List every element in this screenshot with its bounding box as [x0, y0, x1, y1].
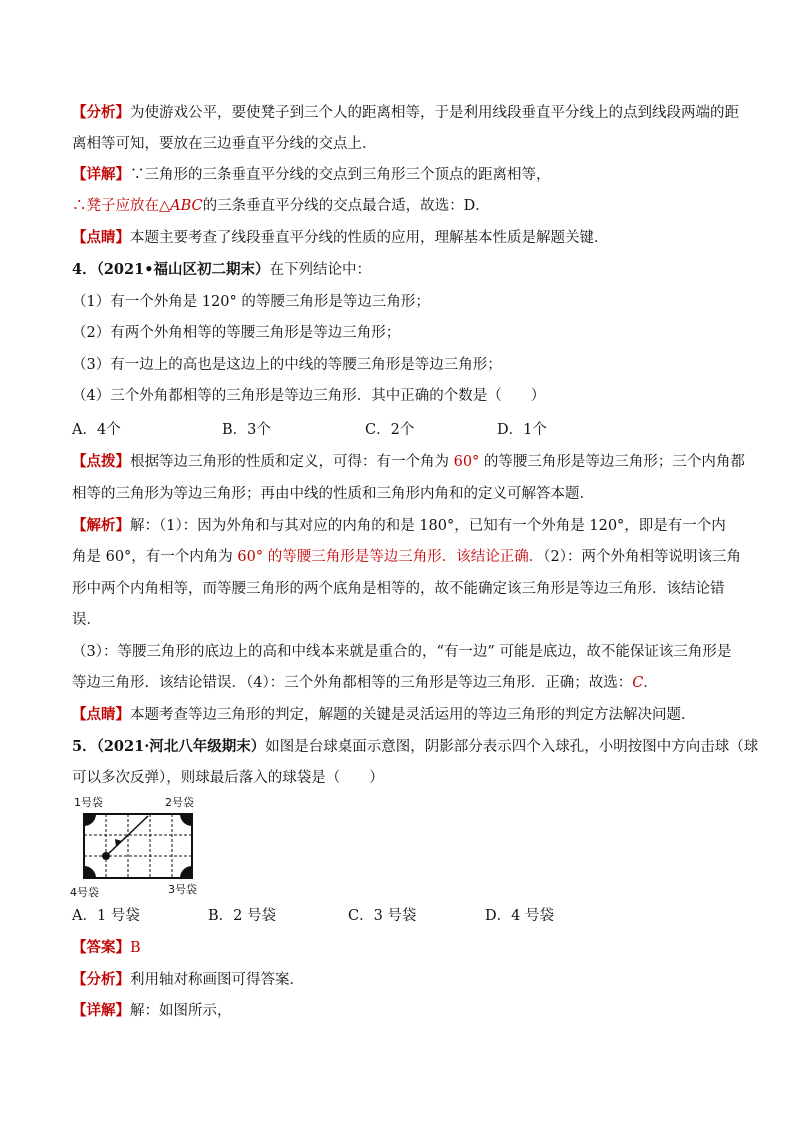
q4-sol-line-2: [72, 547, 741, 567]
q4-tip-text-1c: 的等腰三角形是等边三角形；三个内角都: [483, 454, 745, 470]
q5-detail-text: 解：如图所示，: [130, 1003, 232, 1019]
q4-note-line: [72, 705, 732, 725]
q5-head-line: [72, 737, 759, 757]
note-line-1: [72, 228, 732, 248]
triangle-abc: ABC: [170, 198, 203, 214]
note-tag: 【点睛】: [72, 229, 130, 246]
q5-stem-line-2: 可以多次反弹），则球最后落入的球袋是（ ）: [72, 770, 384, 786]
q4-sol-text-2b: 60° 的等腰三角形是等边三角形．该结论正确．: [237, 549, 544, 565]
detail-text-2c: 的三条垂直平分线的交点最合适，故选：D．: [202, 198, 490, 214]
analysis-line-2: [72, 134, 732, 154]
q4-clause-2: （2）有两个外角相等的等腰三角形是等边三角形；: [72, 325, 401, 341]
q5-option-b: B．2 号袋: [208, 908, 276, 924]
q4-head-line: [72, 260, 732, 280]
pocket-2-label: 2号袋: [165, 796, 194, 809]
q5-option-d: D．4 号袋: [485, 908, 554, 924]
q4-note-tag: 【点睛】: [72, 706, 130, 723]
q4-sol-line-3: 形中两个内角相等，而等腰三角形的两个底角是相等的，故不能确定该三角形是等边三角形．该结论错: [72, 581, 725, 597]
q5-answer: B: [130, 940, 141, 956]
q5-option-c: C．3 号袋: [348, 908, 417, 924]
analysis-text-2: 离相等可知，要放在三边垂直平分线的交点上．: [72, 136, 377, 152]
q4-tip-text-1a: 根据等边三角形的性质和定义，可得：有一个角为: [130, 454, 449, 470]
table-border: [84, 814, 192, 878]
q4-note-text: 本题考查等边三角形的判定，解题的关键是灵活运用的等边三角形的判定方法解决问题．: [130, 707, 696, 723]
q4-tip-line-1: [72, 452, 745, 472]
pocket-4-label: 4号袋: [70, 886, 99, 899]
q5-stem-1: 如图是台球桌面示意图，阴影部分表示四个入球孔，小明按图中方向击球（球: [265, 739, 759, 755]
q4-sol-tag: 【解析】: [72, 517, 130, 534]
q4-tip-text-1b: 60°: [449, 454, 484, 470]
pocket-3-label: 3号袋: [168, 883, 197, 896]
detail-text-2a: ∴凳子应放在△: [72, 198, 171, 214]
q5-detail-tag: 【详解】: [72, 1002, 130, 1019]
q4-option-a: A．4个: [72, 422, 121, 438]
detail-text-1: ∵三角形的三条垂直平分线的交点到三角形三个顶点的距离相等，: [130, 167, 551, 183]
q4-head: 4．（2021•福山区初二期末）: [72, 261, 270, 278]
q4-stem: 在下列结论中：: [269, 262, 371, 278]
q5-analysis-text: 利用轴对称画图可得答案．: [130, 972, 304, 988]
note-text-1: 本题主要考查了线段垂直平分线的性质的应用，理解基本性质是解题关键．: [130, 230, 609, 246]
q4-sol-text-2c: （2）：两个外角相等说明该三角: [543, 549, 741, 565]
cue-ball: [102, 852, 110, 860]
q4-sol-text-6c: ．: [643, 675, 658, 691]
q4-sol-text-1: 解：（1）：因为外角和与其对应的内角的和是 180°，已知有一个外角是 120°，即是有一个内: [130, 518, 726, 534]
q4-tip-line-2: 相等的三角形为等边三角形；再由中线的性质和三角形内角和的定义可解答本题．: [72, 486, 594, 502]
pocket-1-label: 1号袋: [74, 796, 103, 809]
detail-tag: 【详解】: [72, 166, 130, 183]
q4-sol-line-4: 误．: [72, 612, 101, 628]
q5-answer-tag: 【答案】: [72, 939, 130, 956]
q5-analysis-tag: 【分析】: [72, 971, 130, 988]
q4-sol-line-5: （3）：等腰三角形的底边上的高和中线本来就是重合的，“有一边” 可能是底边，故不能保证该三角形是: [72, 644, 732, 660]
q4-sol-line-1: [72, 516, 732, 536]
q4-sol-line-6: [72, 673, 732, 693]
q4-clause-1: （1）有一个外角是 120° 的等腰三角形是等边三角形；: [72, 294, 430, 310]
q4-clause-3: （3）有一边上的高也是这边上的中线的等腰三角形是等边三角形；: [72, 357, 502, 373]
analysis-line-1: [72, 103, 739, 123]
billiard-table-figure: [62, 792, 222, 902]
q4-option-b: B．3个: [222, 422, 271, 438]
q5-option-a: A．1 号袋: [72, 908, 140, 924]
detail-line-1: [72, 165, 732, 185]
analysis-text-1: 为使游戏公平，要使凳子到三个人的距离相等，于是利用线段垂直平分线上的点到线段两端的距: [130, 105, 739, 121]
analysis-tag: 【分析】: [72, 104, 130, 121]
q4-option-c: C．2个: [365, 422, 415, 438]
q5-detail-line: [72, 1001, 732, 1021]
detail-line-2: [72, 196, 732, 216]
q4-sol-text-2a: 角是 60°，有一个内角为: [72, 549, 238, 565]
q4-option-d: D．1个: [497, 422, 547, 438]
q4-tip-tag: 【点拨】: [72, 453, 130, 470]
q5-head: 5．（2021·河北八年级期末）: [72, 738, 266, 755]
q4-sol-text-6a: 等边三角形．该结论错误．（4）：三个外角都相等的三角形是等边三角形．正确；故选：: [72, 675, 633, 691]
q5-analysis-line: [72, 970, 732, 990]
q4-sol-text-6b: C: [632, 675, 644, 691]
q4-clause-4: （4）三个外角都相等的三角形是等边三角形．其中正确的个数是（ ）: [72, 388, 546, 404]
q5-answer-line: [72, 938, 732, 958]
